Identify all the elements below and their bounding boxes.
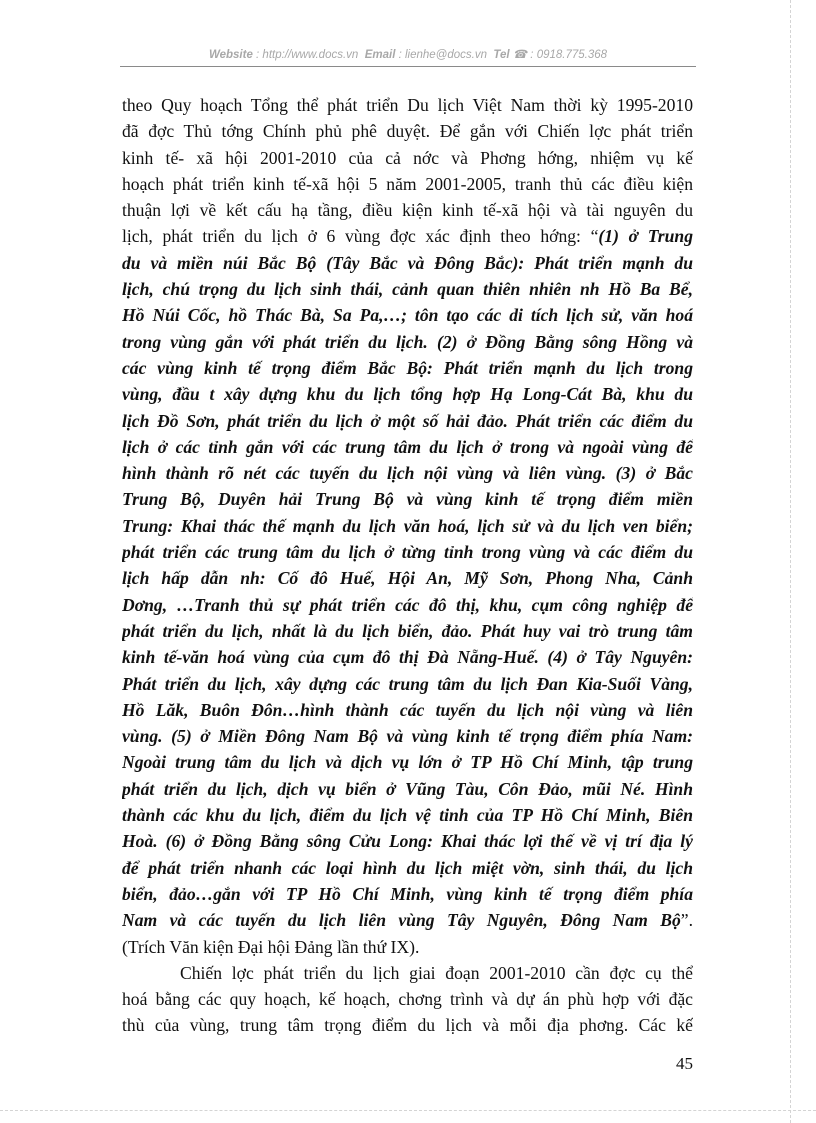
emphasis-text: lịch ở các tỉnh gắn với các trung tâm du lịch ở trong và ngoài vùng để: [122, 436, 693, 457]
line-text: lịch, phát triển du lịch ở 6 vùng đợc xác định theo hớng: “: [122, 226, 599, 247]
line-text: thù của vùng, trung tâm trọng điểm du lịch và mỗi địa phơng. Các kế: [122, 1015, 693, 1036]
line-text: kinh tế- xã hội 2001-2010 của cả nớc và Phơng hớng, nhiệm vụ kế: [122, 147, 693, 168]
text-line: [122, 408, 693, 434]
text-line: [122, 486, 693, 512]
emphasis-text: vùng. (5) ở Miền Đông Nam Bộ và vùng kinh tế trọng điểm phía Nam:: [122, 726, 693, 747]
line-text: theo Quy hoạch Tổng thể phát triển Du lịch Việt Nam thời kỳ 1995-2010: [122, 95, 693, 115]
emphasis-text: Ngoài trung tâm du lịch và dịch vụ lớn ở TP Hồ Chí Minh, tập trung: [122, 752, 693, 773]
email-value[interactable]: : lienhe@docs.vn: [398, 49, 487, 61]
emphasis-text: Hoà. (6) ở Đồng Bằng sông Cửu Long: Khai thác lợi thế về vị trí địa lý: [122, 831, 693, 852]
website-label: Website: [208, 49, 253, 61]
emphasis-text: Trung Bộ, Duyên hải Trung Bộ và vùng kinh tế trọng điểm miền: [122, 489, 693, 510]
emphasis-text: hình thành rõ nét các tuyến du lịch nội vùng và liên vùng. (3) ở Bắc: [122, 463, 693, 484]
emphasis-text: kinh tế-văn hoá vùng của cụm đô thị Đà Nẵng-Huế. (4) ở Tây Nguyên:: [122, 647, 693, 668]
tel-value: ☎ : 0918.775.368: [512, 49, 608, 61]
text-line: [122, 145, 693, 171]
emphasis-text: phát triển các trung tâm du lịch ở từng tỉnh trong vùng và các điểm du: [122, 542, 693, 563]
line-text: thuận lợi về kết cấu hạ tầng, điều kiện kinh tế-xã hội và tài nguyên du: [122, 200, 693, 221]
page-number: 45: [676, 1054, 693, 1073]
emphasis-text: trong vùng gắn với phát triển du lịch. (2) ở Đồng Bằng sông Hồng và: [122, 331, 693, 352]
emphasis-text: Hồ Lăk, Buôn Đôn…hình thành các tuyến du lịch nội vùng và liên: [122, 699, 693, 720]
text-line: [122, 907, 693, 933]
text-line: [122, 197, 693, 223]
text-line: [122, 828, 693, 854]
text-line: [122, 881, 693, 907]
tel-label: Tel: [493, 49, 510, 61]
emphasis-text: (1) ở Trung: [598, 226, 693, 247]
text-line: [122, 223, 693, 249]
website-value[interactable]: : http://www.docs.vn: [256, 49, 359, 61]
line-text: hoạch phát triển kinh tế-xã hội 5 năm 2001-2005, tranh thủ các điều kiện: [122, 173, 693, 194]
text-line: [122, 592, 693, 618]
text-line: [122, 618, 693, 644]
line-text: hoá bằng các quy hoạch, kế hoạch, chơng trình và dự án phù hợp với đặc: [122, 989, 693, 1010]
email-label: Email: [364, 49, 396, 61]
text-line: [122, 250, 693, 276]
text-line: [122, 986, 693, 1012]
page-edge-guide-right: [790, 0, 791, 1123]
text-line: [122, 92, 693, 118]
line-text: đã đợc Thủ tớng Chính phủ phê duyệt. Để gắn với Chiến lợc phát triển: [122, 121, 693, 142]
emphasis-text: để phát triển nhanh các loại hình du lịch miệt vờn, sinh thái, du lịch: [122, 857, 693, 878]
text-line: [122, 381, 693, 407]
line-text-after: ”.: [680, 910, 693, 931]
emphasis-text: lịch Đồ Sơn, phát triển du lịch ở một số hải đảo. Phát triển các điểm du: [122, 410, 693, 431]
emphasis-text: Phát triển du lịch, xây dựng các trung tâm du lịch Đan Kia-Suối Vàng,: [122, 673, 693, 694]
header-divider: [120, 66, 696, 67]
text-line: [122, 460, 693, 486]
emphasis-text: thành các khu du lịch, điểm du lịch vệ tinh của TP Hồ Chí Minh, Biên: [122, 805, 693, 826]
text-line: [122, 329, 693, 355]
text-line: [122, 723, 693, 749]
text-line: [122, 644, 693, 670]
line-text: Chiến lợc phát triển du lịch giai đoạn 2001-2010 cần đợc cụ thể: [180, 962, 693, 983]
emphasis-text: Trung: Khai thác thế mạnh du lịch văn hoá, lịch sử và du lịch ven biển;: [122, 515, 693, 536]
emphasis-text: Nam và các tuyến du lịch liên vùng Tây Nguyên, Đông Nam Bộ: [122, 910, 681, 931]
page-header: [0, 47, 816, 61]
body-text: [122, 92, 693, 1039]
text-line: [122, 434, 693, 460]
text-line: [122, 1012, 693, 1038]
line-text: (Trích Văn kiện Đại hội Đảng lần thứ IX).: [122, 936, 420, 957]
text-line: [122, 776, 693, 802]
emphasis-text: Dơng, …Tranh thủ sự phát triển các đô thị, khu, cụm công nghiệp để: [122, 594, 693, 615]
text-line: [122, 302, 693, 328]
emphasis-text: du và miền núi Bắc Bộ (Tây Bắc và Đông Bắc): Phát triển mạnh du: [122, 252, 693, 273]
text-line: [122, 565, 693, 591]
emphasis-text: vùng, đầu t xây dựng khu du lịch tổng hợp Hạ Long-Cát Bà, khu du: [122, 384, 693, 405]
emphasis-text: lịch hấp dẫn nh: Cố đô Huế, Hội An, Mỹ Sơn, Phong Nha, Cảnh: [122, 568, 693, 589]
page-edge-guide-bottom: [0, 1110, 816, 1111]
text-line: [122, 118, 693, 144]
text-line: [122, 855, 693, 881]
text-line: [122, 171, 693, 197]
text-line: [122, 802, 693, 828]
emphasis-text: biển, đảo…gắn với TP Hồ Chí Minh, vùng kinh tế trọng điểm phía: [122, 883, 693, 904]
emphasis-text: lịch, chú trọng du lịch sinh thái, cảnh quan thiên nhiên nh Hồ Ba Bể,: [122, 279, 693, 300]
emphasis-text: phát triển du lịch, dịch vụ biển ở Vũng Tàu, Côn Đảo, mũi Né. Hình: [122, 778, 693, 799]
text-line: [122, 934, 693, 960]
emphasis-text: các vùng kinh tế trọng điểm Bắc Bộ: Phát triển mạnh du lịch trong: [122, 357, 693, 378]
text-line: [122, 960, 693, 986]
text-line: [122, 276, 693, 302]
text-line: [122, 355, 693, 381]
text-line: [122, 671, 693, 697]
text-line: [122, 513, 693, 539]
emphasis-text: phát triển du lịch, nhất là du lịch biển, đảo. Phát huy vai trò trung tâm: [122, 620, 693, 641]
text-line: [122, 539, 693, 565]
emphasis-text: Hồ Núi Cốc, hồ Thác Bà, Sa Pa,…; tôn tạo các di tích lịch sử, văn hoá: [122, 305, 693, 326]
text-line: [122, 749, 693, 775]
text-line: [122, 697, 693, 723]
